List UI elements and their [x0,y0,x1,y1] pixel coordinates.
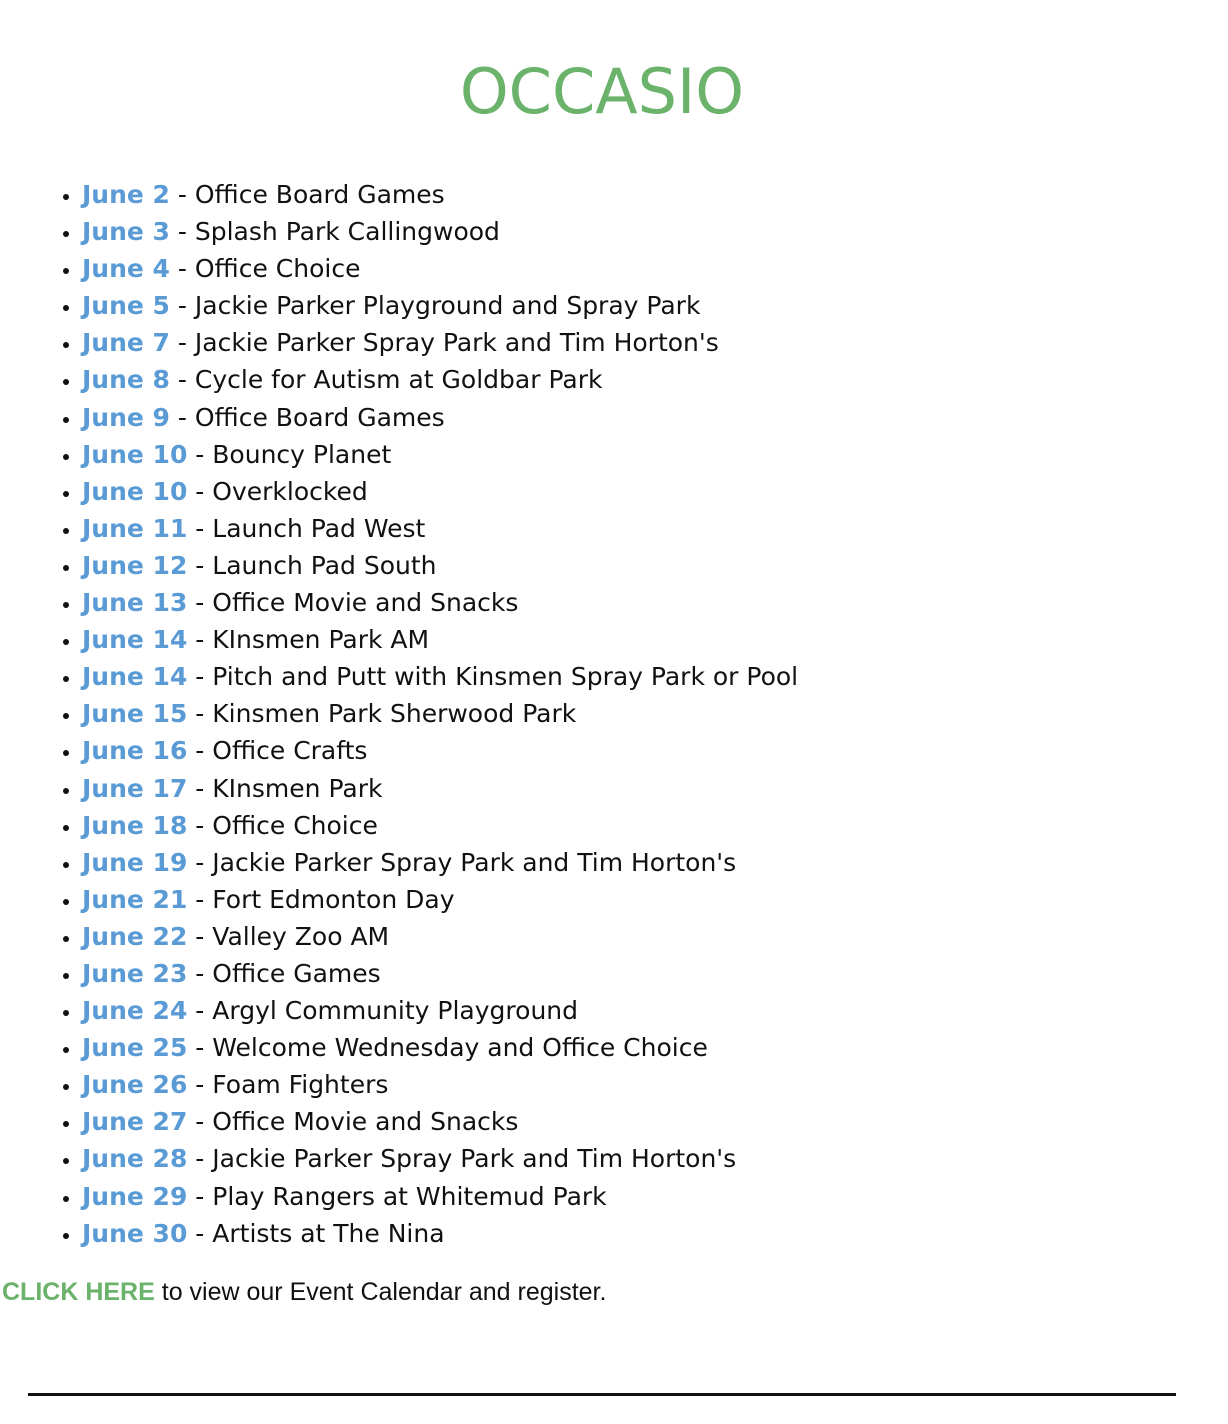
cta-text: to view our Event Calendar and register. [154,1278,607,1306]
event-date-link[interactable]: June 11 [82,513,188,543]
event-separator: - [187,1107,213,1137]
event-title: Foam Fighters [212,1070,389,1100]
event-title: Overklocked [212,476,368,506]
event-item [82,770,798,807]
event-separator: - [187,1033,213,1063]
event-item [82,324,798,361]
event-date-link[interactable]: June 25 [82,1033,188,1063]
event-date-link[interactable]: June 13 [82,588,188,618]
page-title: OCCASIO [459,55,745,128]
event-separator: - [169,291,195,321]
event-item [82,547,798,584]
event-separator: - [169,180,195,209]
event-separator: - [169,328,195,358]
event-item [82,955,798,992]
event-separator: - [187,662,213,692]
event-title: Office Movie and Snacks [212,588,519,618]
event-date-link[interactable]: June 29 [82,1181,188,1211]
event-item [82,250,798,287]
event-item [82,881,798,918]
event-item [82,584,798,621]
event-separator: - [187,921,213,951]
event-date-link[interactable]: June 3 [82,217,170,247]
event-title: Office Board Games [194,402,445,432]
event-separator: - [187,884,213,914]
event-title: Welcome Wednesday and Office Choice [212,1033,708,1063]
event-title: Office Crafts [212,736,368,766]
event-item [82,1103,798,1140]
event-title: Valley Zoo AM [212,921,390,951]
event-separator: - [169,254,195,284]
event-separator: - [187,625,213,655]
event-item [82,732,798,769]
event-item [82,1066,798,1103]
event-item [82,918,798,955]
event-title: Play Rangers at Whitemud Park [212,1181,607,1211]
event-date-link[interactable]: June 14 [82,662,188,692]
event-title: Splash Park Callingwood [194,217,500,247]
event-separator: - [187,588,213,618]
event-date-link[interactable]: June 22 [82,921,188,951]
event-title: Launch Pad West [212,513,426,543]
event-title: Kinsmen Park Sherwood Park [212,699,577,729]
event-title: Cycle for Autism at Goldbar Park [194,365,603,395]
event-item [82,436,798,473]
event-separator: - [187,847,213,877]
event-title: Jackie Parker Spray Park and Tim Horton's [212,1144,737,1174]
event-separator: - [187,736,213,766]
event-separator: - [169,217,195,247]
event-separator: - [187,958,213,988]
event-date-link[interactable]: June 14 [82,625,188,655]
event-item [82,473,798,510]
event-item [82,1178,798,1215]
event-title: Jackie Parker Spray Park and Tim Horton's [194,328,719,358]
event-date-link[interactable]: June 17 [82,773,188,803]
event-date-link[interactable]: June 19 [82,847,188,877]
event-date-link[interactable]: June 27 [82,1107,188,1137]
event-title: Pitch and Putt with Kinsmen Spray Park or Pool [212,662,799,692]
event-date-link[interactable]: June 18 [82,810,188,840]
event-date-link[interactable]: June 12 [82,550,188,580]
event-date-link[interactable]: June 7 [82,328,170,358]
event-date-link[interactable]: June 28 [82,1144,188,1174]
event-date-link[interactable]: June 16 [82,736,188,766]
event-title: Fort Edmonton Day [212,884,455,914]
event-separator: - [187,1144,213,1174]
event-title: Jackie Parker Playground and Spray Park [194,291,701,321]
event-title: Artists at The Nina [212,1218,445,1248]
event-separator: - [187,1181,213,1211]
event-separator: - [187,476,213,506]
event-title: Bouncy Planet [212,439,392,469]
event-item [82,992,798,1029]
event-item [82,695,798,732]
event-item [82,213,798,250]
event-date-link[interactable]: June 2 [82,180,170,209]
event-separator: - [187,513,213,543]
event-date-link[interactable]: June 21 [82,884,188,914]
event-date-link[interactable]: June 8 [82,365,170,395]
event-item [82,1029,798,1066]
event-title: KInsmen Park AM [212,625,430,655]
event-title: Argyl Community Playground [212,996,579,1026]
event-title: Launch Pad South [212,550,437,580]
event-separator: - [187,1070,213,1100]
event-title: Office Choice [212,810,378,840]
event-date-link[interactable]: June 10 [82,476,188,506]
event-separator: - [187,773,213,803]
event-item [82,1215,798,1252]
event-date-link[interactable]: June 15 [82,699,188,729]
event-date-link[interactable]: June 9 [82,402,170,432]
event-date-link[interactable]: June 30 [82,1218,188,1248]
event-separator: - [169,402,195,432]
event-item [82,361,798,398]
event-date-link[interactable]: June 24 [82,996,188,1026]
event-title: Office Choice [194,254,361,284]
event-item [82,807,798,844]
event-item [82,658,798,695]
event-item [82,287,798,324]
footer-divider [28,1393,1176,1396]
event-title: Office Games [212,958,381,988]
event-date-link[interactable]: June 5 [82,291,170,321]
event-list [0,176,798,1252]
event-separator: - [187,439,213,469]
event-title: KInsmen Park [212,773,383,803]
event-title: Jackie Parker Spray Park and Tim Horton's [212,847,737,877]
event-title: Office Movie and Snacks [212,1107,519,1137]
event-item [82,1140,798,1177]
event-title: Office Board Games [194,180,445,209]
event-date-link[interactable]: June 10 [82,439,188,469]
event-separator: - [187,810,213,840]
event-calendar-cta [2,1274,606,1310]
event-date-link[interactable]: June 26 [82,1070,188,1100]
event-separator: - [187,996,213,1026]
event-item [82,176,798,213]
event-item [82,844,798,881]
click-here-link[interactable]: CLICK HERE [2,1278,155,1306]
event-separator: - [187,1218,213,1248]
event-date-link[interactable]: June 4 [82,254,170,284]
event-separator: - [187,550,213,580]
event-separator: - [169,365,195,395]
event-item [82,621,798,658]
event-date-link[interactable]: June 23 [82,958,188,988]
event-item [82,510,798,547]
event-separator: - [187,699,213,729]
event-item [82,399,798,436]
